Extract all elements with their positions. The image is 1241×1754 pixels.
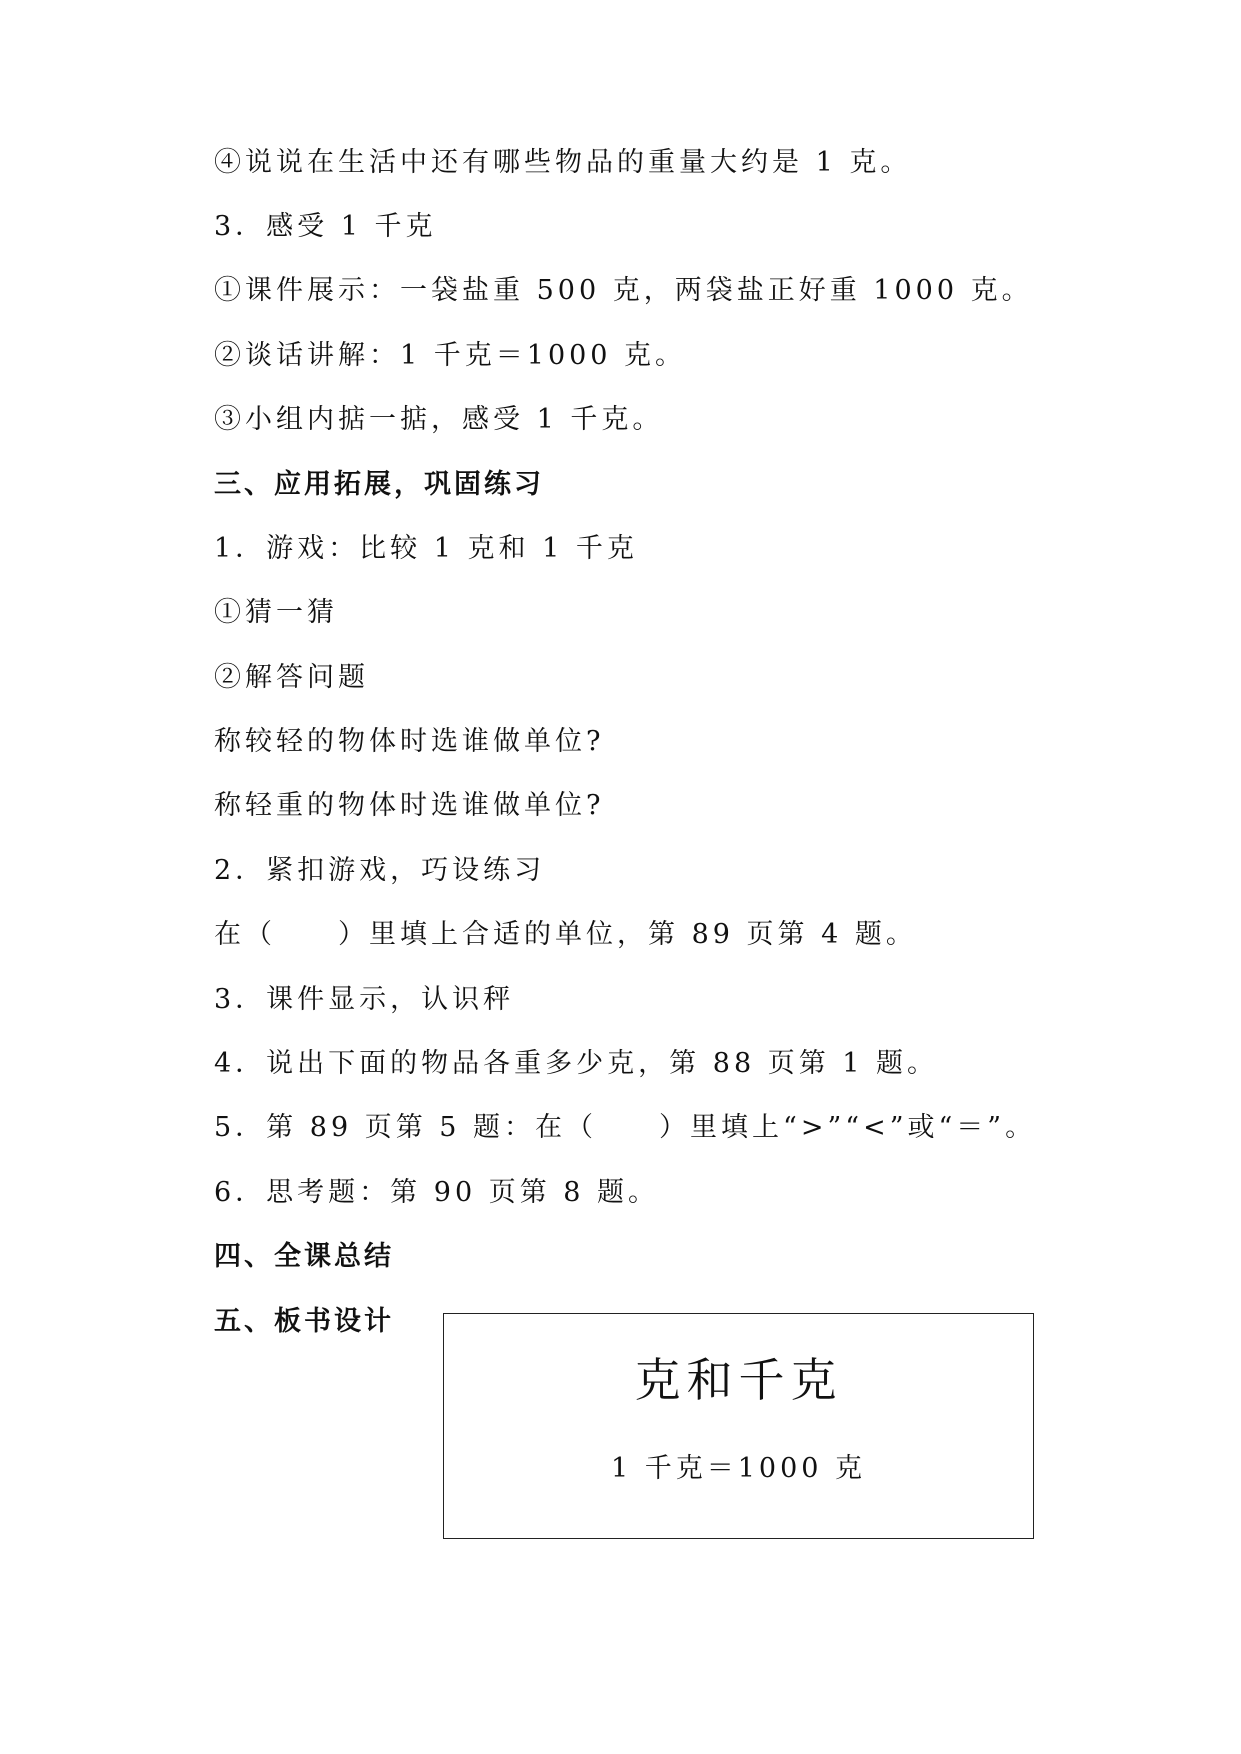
step-text: ②谈话讲解：1 千克＝1000 克。: [214, 340, 687, 371]
step-text: ①猜一猜: [214, 597, 338, 628]
board-formula: 1 千克＝1000 克: [610, 1453, 867, 1484]
question-text: 称较轻的物体时选谁做单位?: [214, 726, 605, 757]
step-heading: 1．游戏：比较 1 克和 1 千克: [214, 533, 638, 564]
step-text: ④说说在生活中还有哪些物品的重量大约是 1 克。: [214, 147, 912, 178]
step-text: ③小组内掂一掂，感受 1 千克。: [214, 404, 664, 435]
step-text: ②解答问题: [214, 662, 369, 693]
step-text: ①课件展示：一袋盐重 500 克，两袋盐正好重 1000 克。: [214, 275, 1033, 306]
step-heading: 6．思考题：第 90 页第 8 题。: [214, 1177, 660, 1208]
step-heading: 4．说出下面的物品各重多少克，第 88 页第 1 题。: [214, 1048, 939, 1079]
blackboard-design-box: [443, 1313, 1034, 1539]
section-heading: 五、板书设计: [214, 1306, 394, 1337]
question-text: 称轻重的物体时选谁做单位?: [214, 790, 605, 821]
step-heading: 3．课件显示，认识秤: [214, 984, 515, 1015]
exercise-text: 在（ ）里填上合适的单位，第 89 页第 4 题。: [214, 919, 917, 950]
step-heading: 2．紧扣游戏，巧设练习: [214, 855, 546, 886]
board-title: 克和千克: [634, 1353, 843, 1407]
section-heading: 四、全课总结: [214, 1241, 394, 1272]
section-heading: 三、应用拓展，巩固练习: [214, 469, 544, 500]
step-heading: 3．感受 1 千克: [214, 211, 437, 242]
step-heading: 5．第 89 页第 5 题：在（ ）里填上“>”“<”或“＝”。: [214, 1112, 1037, 1143]
